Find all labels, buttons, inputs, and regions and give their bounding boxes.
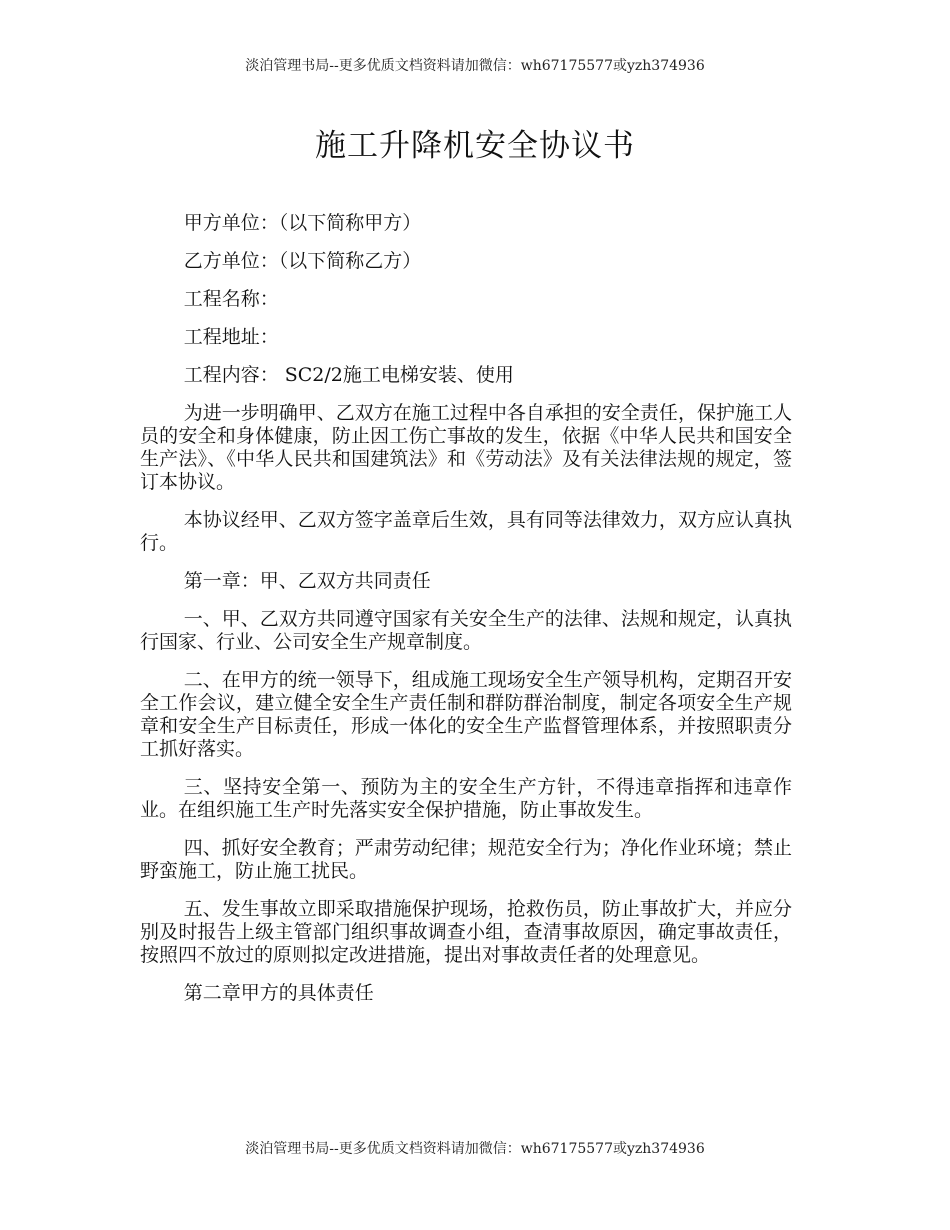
chapter-1-item: 三、坚持安全第一、预防为主的安全生产方针，不得违章指挥和违章作业。在组织施工生产时先落实安全保护措施，防止事故发生。 xyxy=(140,776,792,821)
field-project-address: 工程地址： xyxy=(183,326,279,348)
chapter-2-heading: 第二章甲方的具体责任 xyxy=(183,982,374,1004)
intro-paragraph: 本协议经甲、乙双方签字盖章后生效，具有同等法律效力，双方应认真执行。 xyxy=(140,509,792,554)
chapter-1-item: 一、甲、乙双方共同遵守国家有关安全生产的法律、法规和规定，认真执行国家、行业、公司安全生产规章制度。 xyxy=(140,608,792,653)
chapter-1-item: 四、抓好安全教育；严肃劳动纪律；规范安全行为；净化作业环境；禁止野蛮施工，防止施工扰民。 xyxy=(140,837,792,882)
document-body xyxy=(140,212,792,1020)
page-header-note: 淡泊管理书局--更多优质文档资料请加微信：wh67175577或yzh374936 xyxy=(245,58,705,74)
field-party-b: 乙方单位：（以下简称乙方） xyxy=(183,250,422,272)
chapter-1-item: 五、发生事故立即采取措施保护现场，抢救伤员，防止事故扩大，并应分别及时报告上级主管部门组织事故调查小组，查清事故原因，确定事故责任，按照四不放过的原则拟定改进措施，提出对事故责任者的处理意见。 xyxy=(140,898,792,966)
chapter-1-item: 二、在甲方的统一领导下，组成施工现场安全生产领导机构，定期召开安全工作会议，建立健全安全生产责任制和群防群治制度，制定各项安全生产规章和安全生产目标责任，形成一体化的安全生产监督管理体系，并按照职责分工抓好落实。 xyxy=(140,669,792,760)
document-title: 施工升降机安全协议书 xyxy=(315,128,635,164)
page-footer-note: 淡泊管理书局--更多优质文档资料请加微信：wh67175577或yzh374936 xyxy=(245,1141,705,1157)
field-party-a: 甲方单位：（以下简称甲方） xyxy=(183,212,422,234)
field-project-content: 工程内容： SC2/2施工电梯安装、使用 xyxy=(183,364,514,386)
field-project-name: 工程名称： xyxy=(183,288,279,310)
chapter-1-heading: 第一章：甲、乙双方共同责任 xyxy=(183,570,431,592)
intro-paragraph: 为进一步明确甲、乙双方在施工过程中各自承担的安全责任，保护施工人员的安全和身体健康，防止因工伤亡事故的发生，依据《中华人民共和国安全生产法》、《中华人民共和国建筑法》和《劳动法》及有关法律法规的规定，签订本协议。 xyxy=(140,402,792,493)
